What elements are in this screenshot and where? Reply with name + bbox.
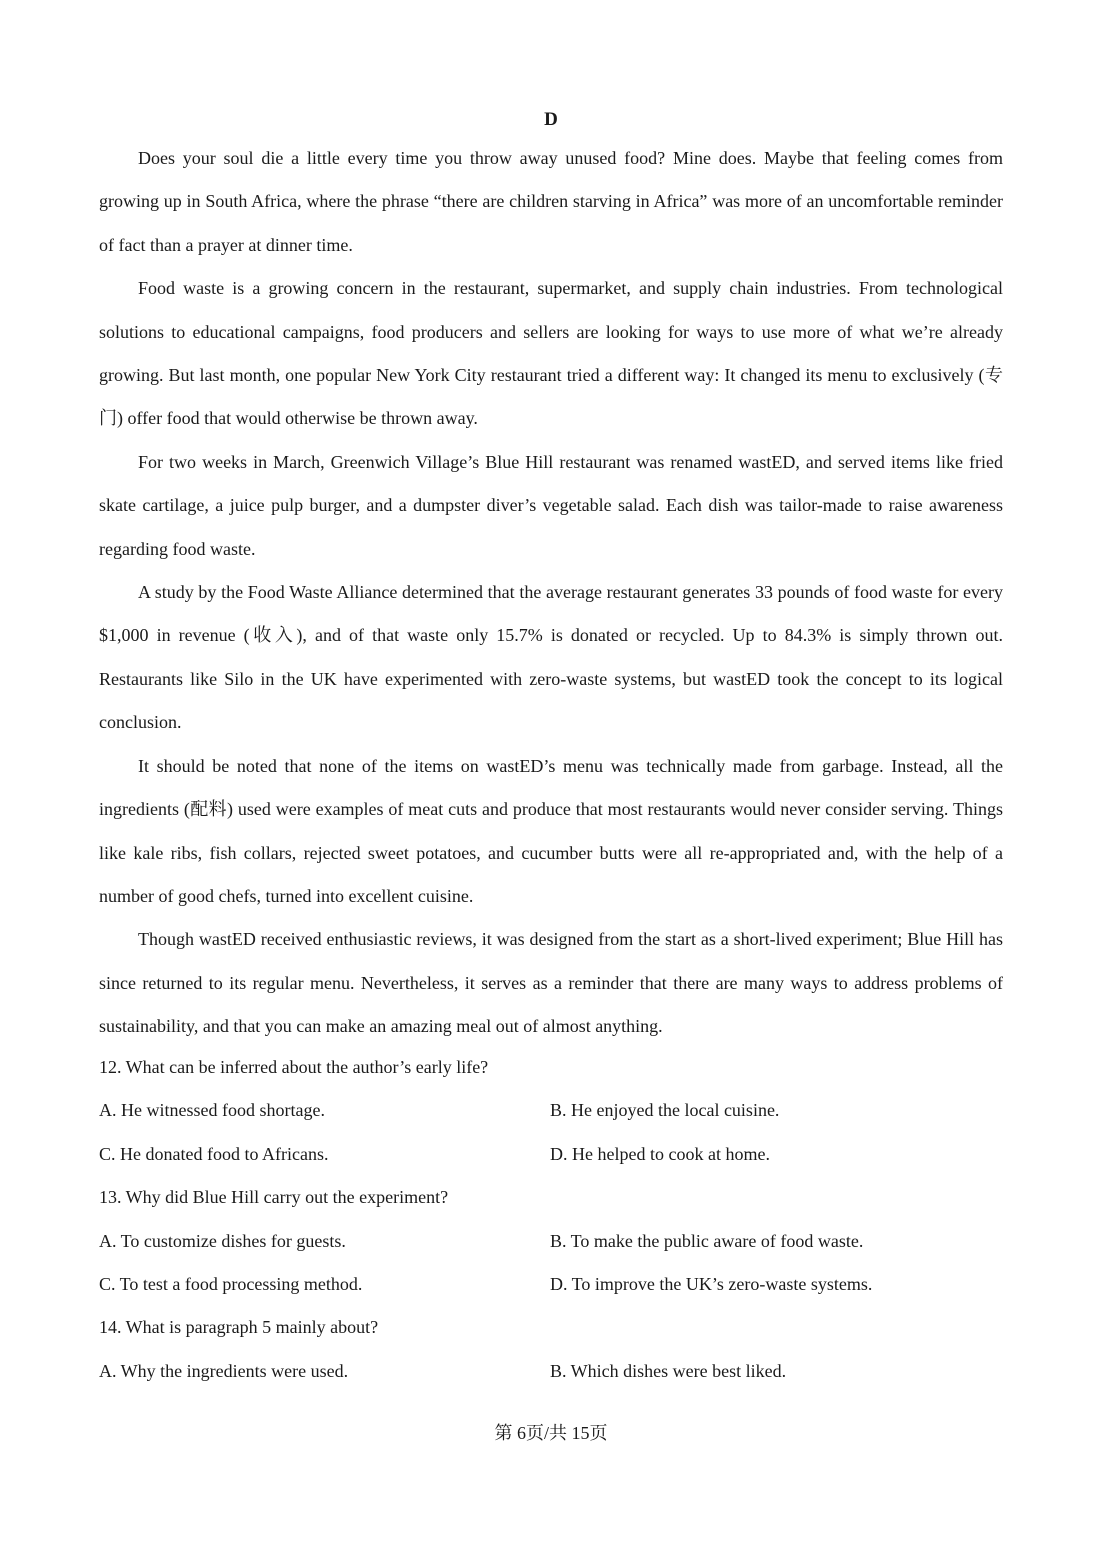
passage-paragraph-1: Does your soul die a little every time you throw away unused food? Mine does. Maybe that feeling comes from growing up in South Africa, where the phrase “there are children starving in Africa” was more of an uncomfortable reminder of fact than a prayer at dinner time.	[99, 148, 1003, 255]
question-14-option-b: B. Which dishes were best liked.	[550, 1360, 787, 1381]
question-13-option-d: D. To improve the UK’s zero-waste systems.	[550, 1273, 873, 1294]
question-12-option-d: D. He helped to cook at home.	[550, 1143, 770, 1164]
question-14-option-a: A. Why the ingredients were used.	[99, 1360, 349, 1381]
section-title: D	[544, 109, 558, 130]
passage-paragraph-5: It should be noted that none of the items on wastED’s menu was technically made from garbage. Instead, all the ingredients (配料) used were examples of meat cuts and produce that most restaurants would never consider serving. Things like kale ribs, fish collars, rejected sweet potatoes, and cucumber butts were all re-appropriated and, with the help of a number of good chefs, turned into excellent cuisine.	[99, 755, 1003, 906]
question-13-options-row-1	[99, 1220, 1003, 1263]
question-13-stem: 13. Why did Blue Hill carry out the experiment?	[99, 1187, 449, 1208]
question-14-stem: 14. What is paragraph 5 mainly about?	[99, 1317, 379, 1338]
question-13-options-row-2	[99, 1263, 1003, 1306]
question-12-option-b: B. He enjoyed the local cuisine.	[550, 1100, 780, 1121]
question-12-option-c: C. He donated food to Africans.	[99, 1143, 329, 1164]
passage-paragraph-3: For two weeks in March, Greenwich Village’s Blue Hill restaurant was renamed wastED, and served items like fried skate cartilage, a juice pulp burger, and a dumpster diver’s vegetable salad. Each dish was tailor-made to raise awareness regarding food waste.	[99, 451, 1003, 559]
page-number-footer: 第 6页/共 15页	[494, 1423, 608, 1443]
passage-paragraph-2: Food waste is a growing concern in the restaurant, supermarket, and supply chain industries. From technological solutions to educational campaigns, food producers and sellers are looking for ways to use more of what we’re already growing. But last month, one popular New York City restaurant tried a different way: It changed its menu to exclusively (专门) offer food that would otherwise be thrown away.	[99, 278, 1003, 429]
question-14-options-row-1	[99, 1350, 1003, 1393]
question-13-option-a: A. To customize dishes for guests.	[99, 1230, 346, 1251]
question-12-options-row-2	[99, 1133, 1003, 1176]
question-12-option-a: A. He witnessed food shortage.	[99, 1100, 325, 1121]
reading-passage	[99, 137, 1003, 1049]
passage-paragraph-6: Though wastED received enthusiastic reviews, it was designed from the start as a short-lived experiment; Blue Hill has since returned to its regular menu. Nevertheless, it serves as a reminder that there are many ways to address problems of sustainability, and that you can make an amazing meal out of almost anything.	[99, 929, 1003, 1037]
question-12-options-row-1	[99, 1089, 1003, 1132]
question-13-option-c: C. To test a food processing method.	[99, 1273, 363, 1294]
question-12-stem: 12. What can be inferred about the author’s early life?	[99, 1057, 489, 1077]
question-list	[99, 1046, 1003, 1393]
passage-paragraph-4: A study by the Food Waste Alliance determined that the average restaurant generates 33 pounds of food waste for every $1,000 in revenue (收入), and of that waste only 15.7% is donated or recycled. Up to 84.3% is simply thrown out. Restaurants like Silo in the UK have experimented with zero-waste systems, but wastED took the concept to its logical conclusion.	[99, 582, 1003, 733]
question-13-option-b: B. To make the public aware of food waste.	[550, 1230, 864, 1251]
